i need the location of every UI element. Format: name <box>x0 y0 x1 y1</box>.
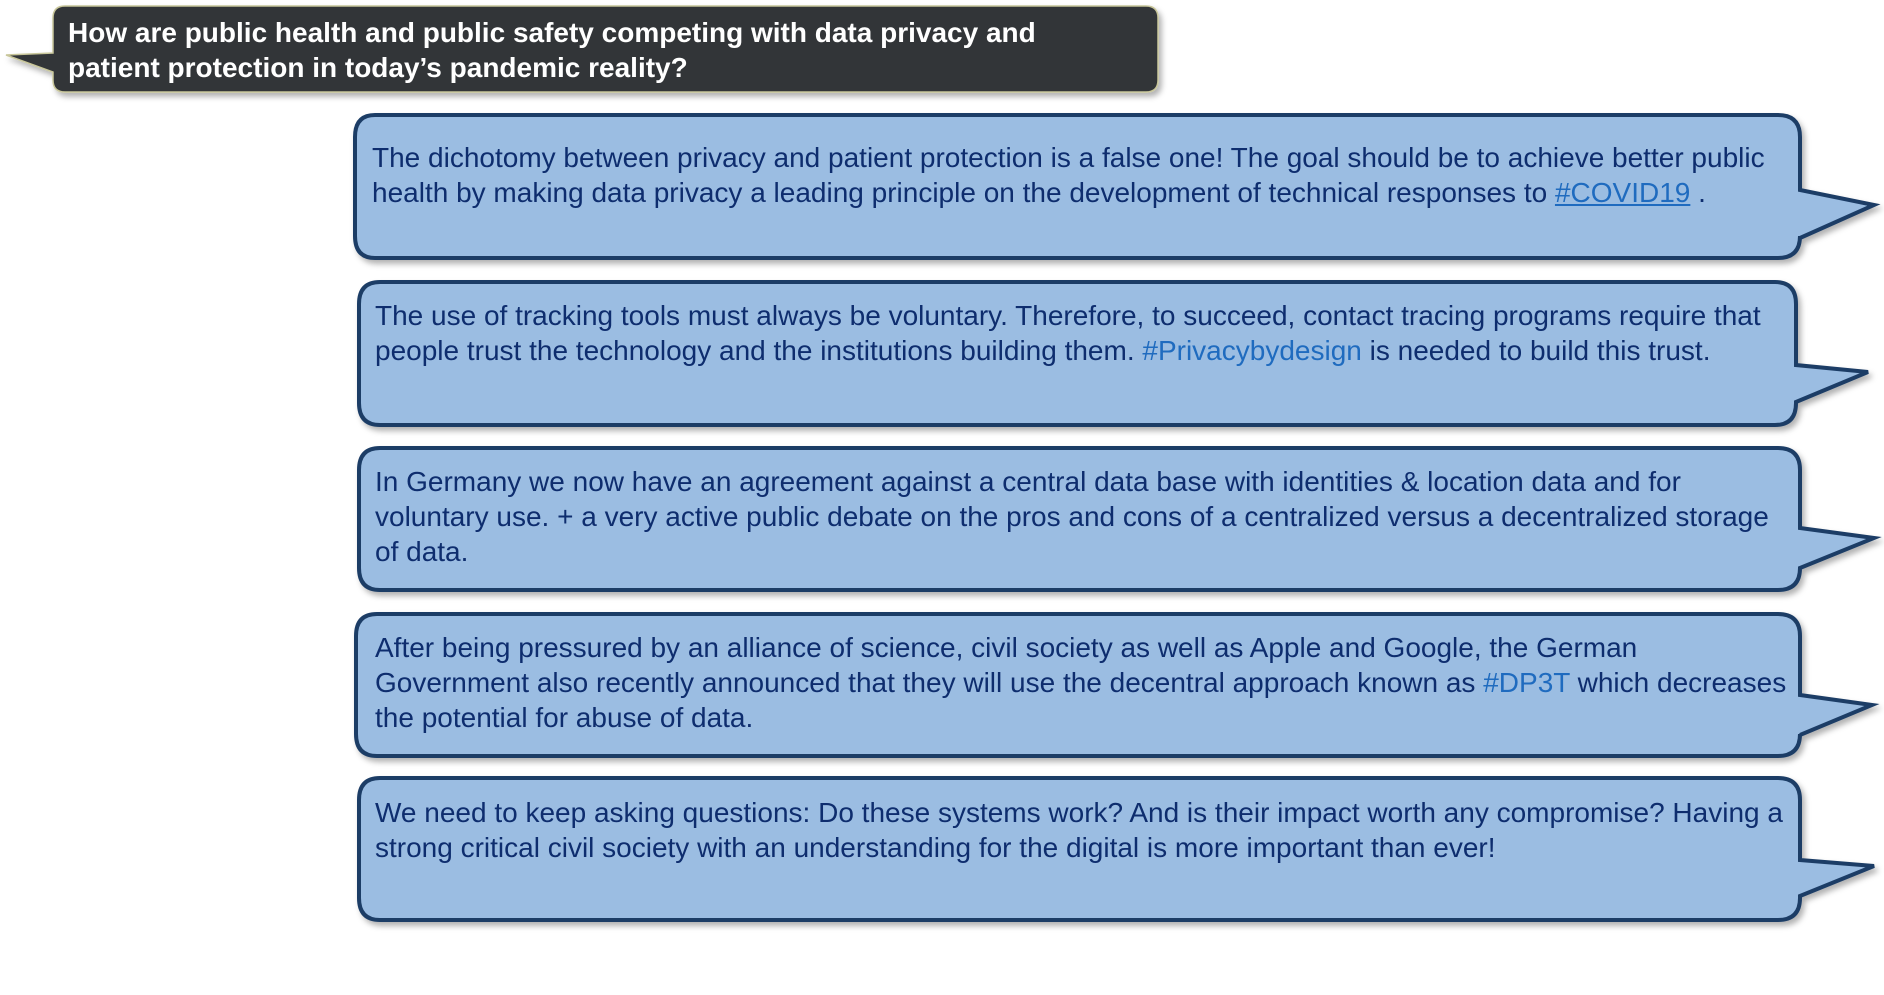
answer-1-text: The dichotomy between privacy and patient protection is a false one! The goal should be to achieve better public health by making data privacy a leading principle on the development of technical responses to <box>372 142 1765 208</box>
answer-3-text: In Germany we now have an agreement against a central data base with identities & location data and for voluntary use. + a very active public debate on the pros and cons of a centralized versus a decentralized storage of data. <box>375 466 1769 567</box>
answer-4-text: After being pressured by an alliance of science, civil society as well as Apple and Google, the German Government also recently announced that they will use the decentral approach known as <box>375 632 1638 698</box>
hashtag-dp3t[interactable]: #DP3T <box>1483 667 1570 698</box>
answer-5-text: We need to keep asking questions: Do these systems work? And is their impact worth any compromise? Having a strong critical civil society with an understanding for the digital is more important than ever! <box>375 797 1783 863</box>
answer-text-2 <box>375 298 1791 368</box>
answer-text-3 <box>375 464 1795 569</box>
question-text: How are public health and public safety competing with data privacy and patient protection in today’s pandemic reality? <box>68 17 1036 83</box>
answer-text-5 <box>375 795 1795 865</box>
answer-4-text-end: which decreases the potential for abuse of data. <box>375 667 1787 733</box>
answer-text-4 <box>375 630 1795 735</box>
hashtag-privacybydesign[interactable]: #Privacybydesign <box>1142 335 1362 366</box>
hashtag-covid19-link[interactable]: #COVID19 <box>1554 177 1691 208</box>
answer-2-text: The use of tracking tools must always be voluntary. Therefore, to succeed, contact tracing programs require that people trust the technology and the institutions building them. <box>375 300 1761 366</box>
answer-1-text-end: . <box>1690 177 1706 208</box>
answer-text-1 <box>372 140 1792 210</box>
answer-2-text-end: is needed to build this trust. <box>1361 335 1711 366</box>
